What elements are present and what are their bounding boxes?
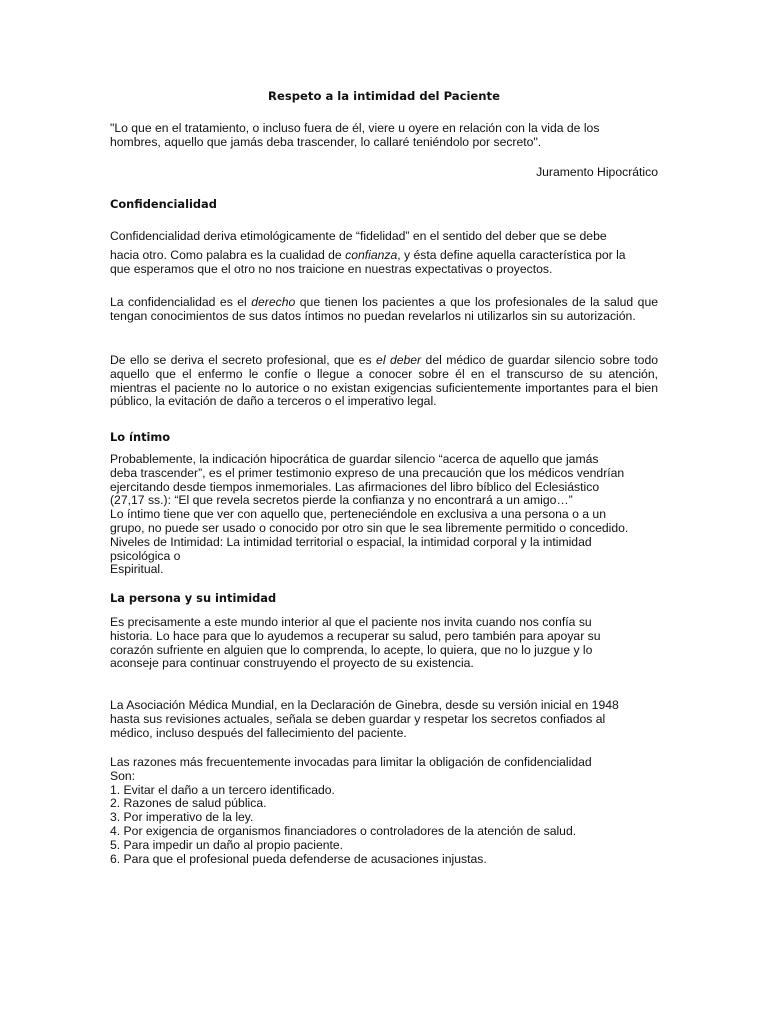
paragraph-line: Confidencialidad deriva etimológicamente de “fidelidad” en el sentido del deber que se debe: [110, 229, 607, 243]
emphasis-el-deber: el deber: [376, 353, 422, 367]
quote-author: Juramento Hipocrático: [536, 165, 658, 179]
list-item: 2. Razones de salud pública.: [110, 796, 267, 811]
paragraph-line: Niveles de Intimidad: La intimidad territorial o espacial, la intimidad corporal y la intimidad: [110, 534, 592, 549]
quote-line: "Lo que en el tratamiento, o incluso fuera de él, viere u oyere en relación con la vida de los: [110, 121, 600, 135]
text-span: que tienen los pacientes a que los profesionales de la salud que tengan conocimientos de sus datos íntimos no puedan revelarlos ni utilizarlos sin su autorización.: [110, 295, 658, 323]
section-heading-lo-intimo: Lo íntimo: [110, 430, 171, 444]
paragraph-line: ejercitando desde tiempos inmemoriales. Las afirmaciones del libro bíblico del Eclesiástico: [110, 479, 600, 494]
paragraph-line: [110, 249, 658, 263]
list-item: 3. Por imperativo de la ley.: [110, 810, 254, 825]
paragraph-line: Lo íntimo tiene que ver con aquello que, perteneciéndole en exclusiva a una persona o a un: [110, 507, 606, 522]
document-title: Respeto a la intimidad del Paciente: [268, 89, 500, 103]
text-span: hacia otro. Como palabra es la cualidad de: [110, 247, 346, 262]
list-item: 1. Evitar el daño a un tercero identificado.: [110, 782, 335, 797]
paragraph-declaracion-ginebra: [110, 699, 658, 740]
text-span: La confidencialidad es el: [110, 295, 252, 309]
paragraph-line: psicológica o: [110, 548, 181, 563]
list-item: 4. Por exigencia de organismos financiadores o controladores de la atención de salud.: [110, 823, 577, 838]
paragraph-line: hasta sus revisiones actuales, señala se deben guardar y respetar los secretos confiados al: [110, 711, 606, 726]
paragraph-line: Son:: [110, 768, 136, 783]
list-item: 5. Para impedir un daño al propio paciente.: [110, 837, 344, 852]
paragraph-line: Es precisamente a este mundo interior al que el paciente nos invita cuando nos confía su: [110, 615, 592, 629]
section-heading-persona-intimidad: La persona y su intimidad: [110, 591, 277, 605]
paragraph-line: La Asociación Médica Mundial, en la Declaración de Ginebra, desde su versión inicial en 1948: [110, 698, 619, 712]
paragraph-line: grupo, no puede ser usado o conocido por otro sin que le sea libremente permitido o concedido.: [110, 520, 629, 535]
paragraph-line: que esperamos que el otro no nos traicione en nuestras expectativas o proyectos.: [110, 261, 553, 276]
text-span: , y ésta define aquella característica por la: [397, 247, 626, 262]
list-item: 6. Para que el profesional pueda defenderse de acusaciones injustas.: [110, 851, 487, 866]
paragraph-line: corazón sufriente en alguien que lo comprenda, lo acepte, lo quiera, que no lo juzgue y lo: [110, 642, 593, 657]
paragraph-line: (27,17 ss.): “El que revela secretos pierde la confianza y no encontrará a un amigo…”: [110, 493, 573, 508]
paragraph-derecho: [110, 296, 658, 324]
quote-line: hombres, aquello que jamás deba trascender, lo callaré teniéndolo por secreto".: [110, 134, 542, 149]
paragraph-secreto-profesional: [110, 354, 658, 409]
text-span: del médico de guardar silencio sobre todo aquello que el enfermo le confíe o llegue a conocer sobre él en el transcurso de su atención, mientras el paciente no lo autorice o no existan exigencias suficientemente importantes para el bien público, la evitación de daño a terceros o el imperativo legal.: [110, 353, 659, 409]
paragraph-line: Espiritual.: [110, 562, 164, 577]
paragraph-line: deba trascender”, es el primer testimonio expreso de una precaución que los médicos vendrían: [110, 465, 625, 480]
hippocratic-quote: [110, 122, 658, 150]
emphasis-confianza: confianza: [345, 247, 398, 262]
paragraph-confidencialidad-definition: [110, 230, 658, 276]
paragraph-mundo-interior: [110, 616, 658, 671]
paragraph-line: Probablemente, la indicación hipocrática de guardar silencio “acerca de aquello que jamás: [110, 452, 599, 466]
section-heading-confidencialidad: Confidencialidad: [110, 197, 217, 211]
paragraph-line: aconseje para continuar construyendo el proyecto de su existencia.: [110, 656, 474, 671]
emphasis-derecho: derecho: [251, 295, 296, 309]
paragraph-line: Las razones más frecuentemente invocadas para limitar la obligación de confidencialidad: [110, 755, 592, 769]
paragraph-lo-intimo: [110, 453, 658, 577]
text-span: De ello se deriva el secreto profesional, que es: [110, 353, 377, 367]
razones-confidencialidad: [110, 756, 658, 866]
document-page: [110, 0, 658, 1024]
paragraph-line: historia. Lo hace para que lo ayudemos a recuperar su salud, pero también para apoyar su: [110, 628, 601, 643]
paragraph-line: médico, incluso después del fallecimiento del paciente.: [110, 725, 407, 740]
